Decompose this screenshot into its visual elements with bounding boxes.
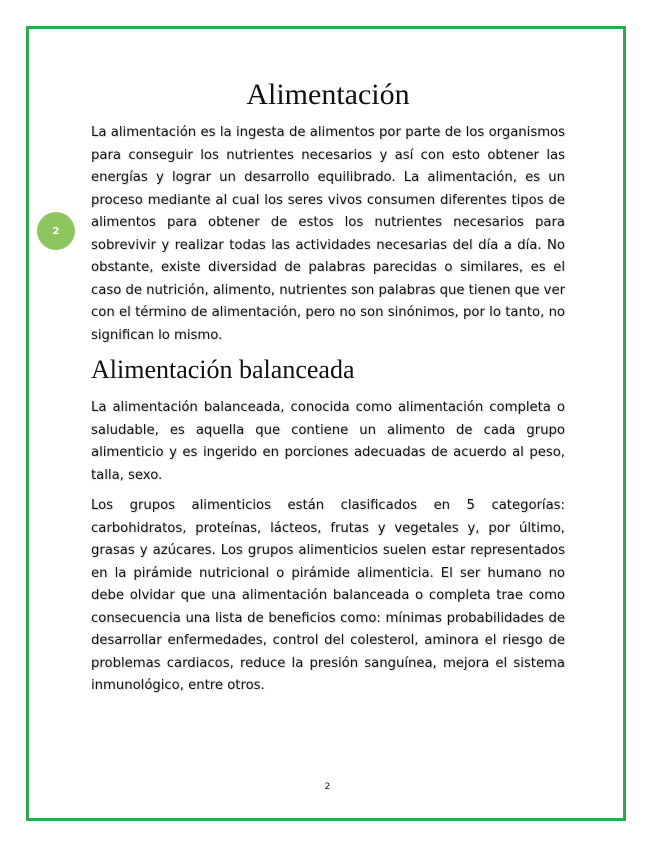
page-number-badge: 2 (37, 212, 75, 250)
paragraph-alimentacion: La alimentación es la ingesta de alimentos por parte de los organismos para conseguir los nutrientes necesarios y así con esto obtener las energías y lograr un desarrollo equilibrado. La alimentación, es un proceso mediante al cual los seres vivos consumen diferentes tipos de alimentos para obtener de estos los nutrientes necesarios para sobrevivir y realizar todas las actividades necesarias del día a día. No obstante, existe diversidad de palabras parecidas o similares, es el caso de nutrición, alimento, nutrientes son palabras que tienen que ver con el término de alimentación, pero no son sinónimos, por lo tanto, no significan lo mismo. (91, 125, 565, 343)
paragraph-balanceada-2: Los grupos alimenticios están clasificados en 5 categorías: carbohidratos, proteínas, lácteos, frutas y vegetales y, por último, grasas y azúcares. Los grupos alimenticios suelen estar representados en la pirámide nutricional o pirámide alimenticia. El ser humano no debe olvidar que una alimentación balanceada o completa trae como consecuencia una lista de beneficios como: mínimas probabilidades de desarrollar enfermedades, control del colesterol, aminora el riesgo de problemas cardiacos, reduce la presión sanguínea, mejora el sistema inmunológico, entre otros. (91, 498, 565, 693)
section-title-alimentacion: Alimentación (246, 78, 410, 111)
document-body (91, 78, 565, 706)
paragraph-balanceada-1: La alimentación balanceada, conocida como alimentación completa o saludable, es aquella que contiene un alimento de cada grupo alimenticio y es ingerido en porciones adecuadas de acuerdo al peso, talla, sexo. (91, 400, 565, 483)
section-title-alimentacion-balanceada: Alimentación balanceada (91, 355, 355, 384)
footer-page-number: 2 (324, 782, 331, 792)
